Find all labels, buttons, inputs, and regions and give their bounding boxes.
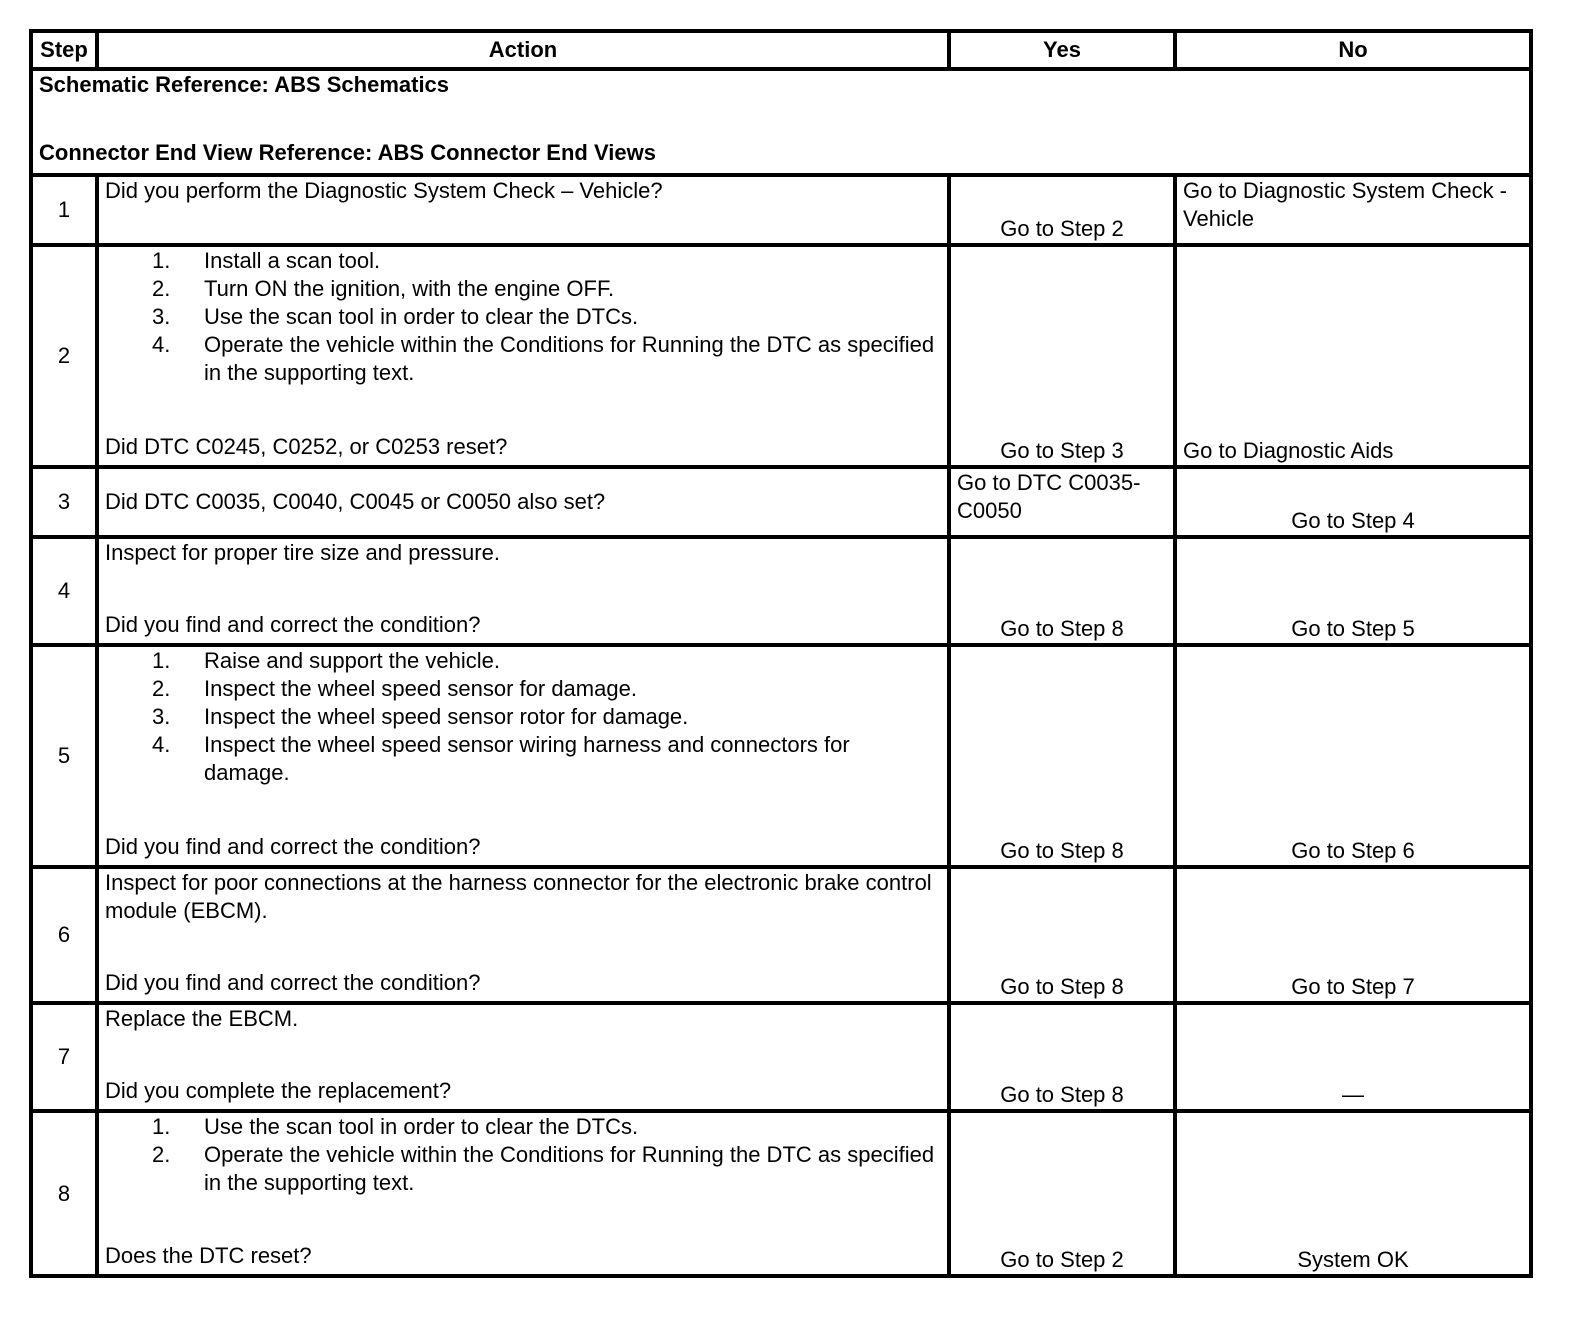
step-number: 4 — [31, 537, 97, 645]
step-number: 6 — [31, 867, 97, 1003]
action-question: Did you find and correct the condition? — [105, 970, 481, 995]
list-item: 4. Inspect the wheel speed sensor wiring harness and connectors for damage. — [152, 732, 850, 785]
header-no: No — [1175, 31, 1531, 69]
action-text: Did DTC C0035, C0040, C0045 or C0050 also set? — [105, 489, 606, 514]
yes-cell: Go to Step 8 — [949, 867, 1175, 1003]
list-item: 3. Inspect the wheel speed sensor rotor for damage. — [152, 704, 689, 729]
no-cell: System OK — [1175, 1111, 1531, 1276]
step-number: 1 — [31, 175, 97, 245]
instruction-list — [105, 1113, 941, 1197]
action-cell — [97, 467, 949, 537]
header-step: Step — [31, 31, 97, 69]
no-cell: Go to Step 4 — [1175, 467, 1531, 537]
action-question: Did you complete the replacement? — [105, 1078, 452, 1103]
no-cell: Go to Step 7 — [1175, 867, 1531, 1003]
reference-cell — [31, 69, 1531, 175]
connector-reference: Connector End View Reference: ABS Connector End Views — [39, 140, 656, 165]
action-text: Inspect for proper tire size and pressure. — [105, 540, 500, 565]
action-text: Inspect for poor connections at the harness connector for the electronic brake control module (EBCM). — [105, 870, 932, 923]
table-row — [31, 175, 1531, 245]
step-number: 2 — [31, 245, 97, 467]
instruction-list — [105, 647, 941, 787]
no-cell: Go to Diagnostic Aids — [1175, 245, 1531, 467]
action-text: Did you perform the Diagnostic System Check – Vehicle? — [105, 178, 663, 203]
table-row — [31, 645, 1531, 867]
list-item: 4. Operate the vehicle within the Conditions for Running the DTC as specified in the supporting text. — [152, 332, 935, 385]
list-item: 2. Inspect the wheel speed sensor for damage. — [152, 676, 637, 701]
table-row — [31, 467, 1531, 537]
table-row — [31, 1111, 1531, 1276]
step-number: 7 — [31, 1003, 97, 1111]
no-cell: Go to Step 6 — [1175, 645, 1531, 867]
no-cell: — — [1175, 1003, 1531, 1111]
yes-cell: Go to Step 8 — [949, 1003, 1175, 1111]
action-question: Did you find and correct the condition? — [105, 612, 481, 637]
action-cell — [97, 175, 949, 245]
no-cell: Go to Step 5 — [1175, 537, 1531, 645]
table-row — [31, 1003, 1531, 1111]
yes-cell: Go to DTC C0035-C0050 — [949, 467, 1175, 537]
list-item: 2. Operate the vehicle within the Conditions for Running the DTC as specified in the supporting text. — [152, 1142, 935, 1195]
action-cell — [97, 537, 949, 645]
instruction-list — [105, 247, 941, 387]
list-item: 1. Use the scan tool in order to clear the DTCs. — [152, 1114, 639, 1139]
step-number: 8 — [31, 1111, 97, 1276]
no-cell: Go to Diagnostic System Check - Vehicle — [1175, 175, 1531, 245]
action-cell — [97, 245, 949, 467]
step-number: 5 — [31, 645, 97, 867]
schematic-reference: Schematic Reference: ABS Schematics — [39, 72, 450, 97]
reference-row — [31, 69, 1531, 175]
step-number: 3 — [31, 467, 97, 537]
yes-cell: Go to Step 8 — [949, 645, 1175, 867]
action-text: Replace the EBCM. — [105, 1006, 299, 1031]
table-row — [31, 867, 1531, 1003]
list-item: 1. Install a scan tool. — [152, 248, 381, 273]
yes-cell: Go to Step 8 — [949, 537, 1175, 645]
header-yes: Yes — [949, 31, 1175, 69]
list-item: 2. Turn ON the ignition, with the engine OFF. — [152, 276, 615, 301]
action-cell — [97, 1003, 949, 1111]
header-row — [31, 31, 1531, 69]
table-row — [31, 245, 1531, 467]
yes-cell: Go to Step 2 — [949, 1111, 1175, 1276]
action-cell — [97, 867, 949, 1003]
table-row — [31, 537, 1531, 645]
yes-cell: Go to Step 2 — [949, 175, 1175, 245]
header-action: Action — [97, 31, 949, 69]
diagnostic-table — [29, 29, 1533, 1278]
action-question: Did DTC C0245, C0252, or C0253 reset? — [105, 434, 508, 459]
action-cell — [97, 1111, 949, 1276]
yes-cell: Go to Step 3 — [949, 245, 1175, 467]
list-item: 1. Raise and support the vehicle. — [152, 648, 500, 673]
list-item: 3. Use the scan tool in order to clear the DTCs. — [152, 304, 639, 329]
action-question: Does the DTC reset? — [105, 1243, 312, 1268]
action-cell — [97, 645, 949, 867]
action-question: Did you find and correct the condition? — [105, 834, 481, 859]
